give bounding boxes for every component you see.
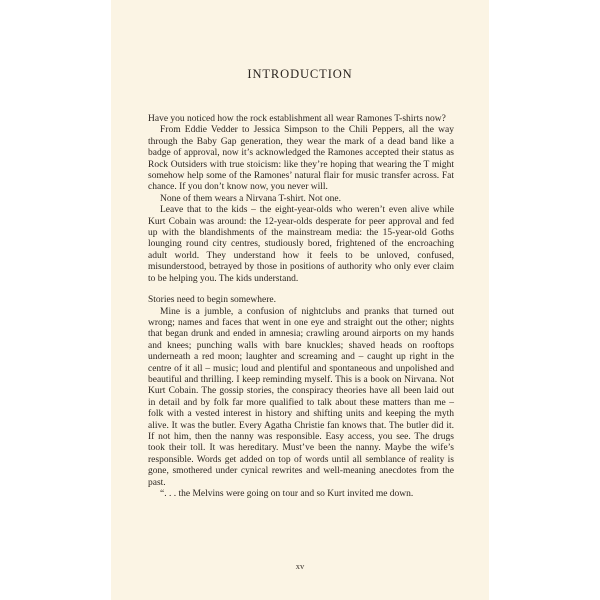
paragraph: From Eddie Vedder to Jessica Simpson to the Chili Peppers, all the way through the Baby Gap generation, they wear the mark of a dead band like a badge of approval, now it’s acknowledged the Ramones accepted their status as Rock Outsiders with true stoicism: like they’re hoping that wearing the T might somehow help some of the Ramones’ natural flair for music transfer across. Fat chance. If you don’t know now, you never will. <box>148 125 454 193</box>
book-page <box>111 0 489 600</box>
chapter-heading: INTRODUCTION <box>247 67 353 81</box>
paragraph: Leave that to the kids – the eight-year-olds who weren’t even alive while Kurt Cobain was around: the 12-year-olds desperate for peer approval and fed up with the blandishments of the mainstream media: the 15-year-old Goths lounging round city centres, studiously bored, frightened of the encroaching adult world. They understand how it feels to be unloved, confused, misunderstood, betrayed by those in positions of authority who only ever claim to be helping you. The kids understand. <box>148 205 454 284</box>
paragraph: Stories need to begin somewhere. <box>148 295 276 306</box>
paragraph: Have you noticed how the rock establishment all wear Ramones T-shirts now? <box>148 114 446 124</box>
paragraph: “. . . the Melvins were going on tour and so Kurt invited me down. <box>160 489 414 499</box>
page-number: xv <box>295 561 305 571</box>
body-text <box>148 114 454 500</box>
paragraph: Mine is a jumble, a confusion of nightclubs and pranks that turned out wrong; names and faces that went in one eye and straight out the other; nights that began drunk and ended in amnesia; crawling around airports on my hands and knees; punching walls with bare knuckles; shaved heads on rooftops underneath a red moon; laughter and screaming and – caught up right in the centre of it all – music; loud and plentiful and spontaneous and unpolished and beautiful and thrilling. I keep reminding myself. This is a book on Nirvana. Not Kurt Cobain. The gossip stories, the conspiracy theories have all been laid out in detail and by folk far more qualified to talk about these matters than me – folk with a vested interest in history and shifting units and keeping the myth alive. It was the butler. Every Agatha Christie fan knows that. The butler did it. If not him, then the nanny was responsible. Easy access, you see. The drugs took their toll. It was hereditary. Must’ve been the nanny. Maybe the wife’s responsible. Words get added on top of words until all semblance of reality is gone, smothered under cynical rewrites and well-meaning anecdotes from the past. <box>148 306 454 488</box>
paragraph: None of them wears a Nirvana T-shirt. Not one. <box>160 193 341 204</box>
section-break <box>148 285 454 295</box>
